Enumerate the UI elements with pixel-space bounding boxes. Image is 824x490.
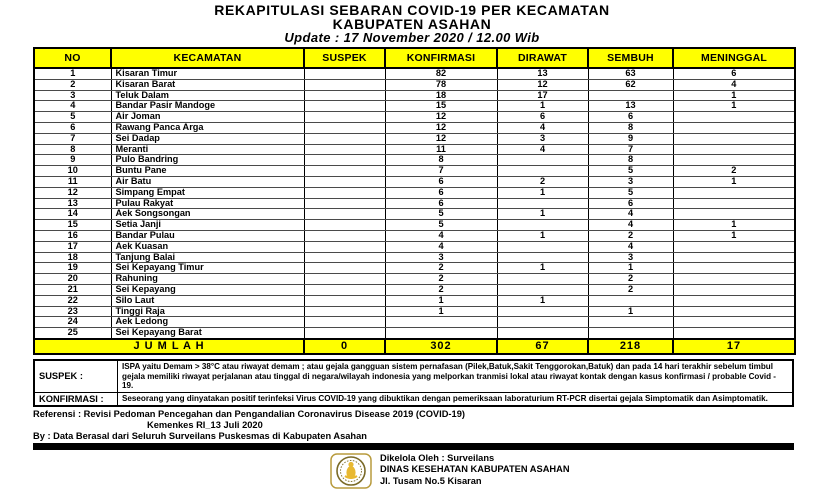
cell-no: 1 <box>34 68 111 79</box>
table-row <box>34 284 795 295</box>
cell-kecamatan: Aek Songsongan <box>111 209 304 220</box>
footer-block <box>330 453 824 490</box>
table-row <box>34 274 795 285</box>
cell-suspek <box>304 122 385 133</box>
cell-konfirmasi <box>385 317 497 328</box>
cell-kecamatan: Aek Kuasan <box>111 241 304 252</box>
cell-meninggal: 6 <box>673 68 795 79</box>
cell-suspek <box>304 79 385 90</box>
cell-no: 5 <box>34 112 111 123</box>
divider-bar <box>33 443 794 450</box>
cell-konfirmasi: 1 <box>385 306 497 317</box>
cell-meninggal <box>673 133 795 144</box>
cell-dirawat <box>497 155 588 166</box>
cell-meninggal <box>673 241 795 252</box>
cell-dirawat <box>497 166 588 177</box>
table-row <box>34 187 795 198</box>
table-row <box>34 295 795 306</box>
cell-sembuh: 62 <box>588 79 673 90</box>
cell-no: 23 <box>34 306 111 317</box>
cell-dirawat <box>497 317 588 328</box>
title-block <box>0 0 824 45</box>
table-row <box>34 230 795 241</box>
column-header-kecamatan: KECAMATAN <box>111 48 304 68</box>
cell-kecamatan: Rawang Panca Arga <box>111 122 304 133</box>
cell-dirawat: 12 <box>497 79 588 90</box>
column-header-no: NO <box>34 48 111 68</box>
cell-no: 10 <box>34 166 111 177</box>
cell-no: 25 <box>34 328 111 339</box>
cell-no: 13 <box>34 198 111 209</box>
cell-dirawat: 1 <box>497 209 588 220</box>
cell-konfirmasi: 82 <box>385 68 497 79</box>
table-row <box>34 68 795 79</box>
cell-kecamatan: Sei Kepayang Timur <box>111 263 304 274</box>
cell-suspek <box>304 263 385 274</box>
cell-kecamatan: Teluk Dalam <box>111 90 304 101</box>
reference-line2: Kemenkes RI_13 Juli 2020 <box>147 419 263 430</box>
cell-no: 16 <box>34 230 111 241</box>
cell-dirawat: 1 <box>497 187 588 198</box>
cell-suspek <box>304 252 385 263</box>
reference-block <box>33 409 824 431</box>
cell-no: 15 <box>34 220 111 231</box>
cell-suspek <box>304 166 385 177</box>
cell-dirawat <box>497 328 588 339</box>
cell-kecamatan: Sei Dadap <box>111 133 304 144</box>
cell-no: 12 <box>34 187 111 198</box>
cell-dirawat <box>497 284 588 295</box>
cell-meninggal: 1 <box>673 230 795 241</box>
cell-kecamatan: Pulau Rakyat <box>111 198 304 209</box>
cell-kecamatan: Sei Kepayang Barat <box>111 328 304 339</box>
cell-meninggal: 1 <box>673 220 795 231</box>
cell-kecamatan: Setia Janji <box>111 220 304 231</box>
cell-sembuh: 7 <box>588 144 673 155</box>
table-row <box>34 112 795 123</box>
cell-suspek <box>304 198 385 209</box>
cell-konfirmasi: 7 <box>385 166 497 177</box>
cell-konfirmasi: 12 <box>385 133 497 144</box>
cell-sembuh: 8 <box>588 155 673 166</box>
cell-sembuh: 3 <box>588 176 673 187</box>
cell-meninggal <box>673 144 795 155</box>
cell-dirawat <box>497 252 588 263</box>
cell-suspek <box>304 209 385 220</box>
column-header-konfirmasi: KONFIRMASI <box>385 48 497 68</box>
cell-sembuh: 3 <box>588 252 673 263</box>
cell-dirawat: 6 <box>497 112 588 123</box>
cell-meninggal <box>673 295 795 306</box>
cell-konfirmasi: 2 <box>385 263 497 274</box>
table-row <box>34 317 795 328</box>
cell-meninggal <box>673 155 795 166</box>
cell-dirawat <box>497 274 588 285</box>
cell-no: 2 <box>34 79 111 90</box>
cell-dirawat: 17 <box>497 90 588 101</box>
table-row <box>34 198 795 209</box>
cell-meninggal: 1 <box>673 101 795 112</box>
total-suspek: 0 <box>304 339 385 354</box>
cell-suspek <box>304 112 385 123</box>
cell-kecamatan: Kisaran Timur <box>111 68 304 79</box>
cell-sembuh: 1 <box>588 263 673 274</box>
cell-dirawat: 1 <box>497 263 588 274</box>
suspek-term: SUSPEK : <box>34 360 118 392</box>
cell-konfirmasi: 4 <box>385 241 497 252</box>
table-row <box>34 155 795 166</box>
cell-kecamatan: Meranti <box>111 144 304 155</box>
cell-suspek <box>304 176 385 187</box>
cell-konfirmasi: 78 <box>385 79 497 90</box>
report-title-line2: KABUPATEN ASAHAN <box>332 16 492 32</box>
cell-no: 19 <box>34 263 111 274</box>
health-office-logo-icon <box>330 453 372 490</box>
cell-dirawat: 13 <box>497 68 588 79</box>
cell-suspek <box>304 274 385 285</box>
footer-organization: DINAS KESEHATAN KABUPATEN ASAHAN <box>380 464 570 475</box>
cell-sembuh: 6 <box>588 112 673 123</box>
table-body <box>34 68 795 339</box>
cell-sembuh <box>588 90 673 101</box>
cell-dirawat: 4 <box>497 144 588 155</box>
cell-sembuh: 13 <box>588 101 673 112</box>
konfirmasi-definition-text: Seseorang yang dinyatakan positif terinfeksi Virus COVID-19 yang dibuktikan dengan pemeriksaan laboraturium RT-PCR disertai gejala Simptomatik dan Asimptomatik. <box>118 392 794 406</box>
cell-sembuh: 5 <box>588 187 673 198</box>
reference-line1 <box>33 409 824 420</box>
cell-konfirmasi: 3 <box>385 252 497 263</box>
reference-text: Revisi Pedoman Pencegahan dan Pengandalian Coronavirus Disease 2019 (COVID-19) <box>83 408 465 419</box>
column-header-suspek: SUSPEK <box>304 48 385 68</box>
cell-kecamatan: Aek Ledong <box>111 317 304 328</box>
cell-suspek <box>304 68 385 79</box>
cell-konfirmasi: 15 <box>385 101 497 112</box>
table-row <box>34 90 795 101</box>
cell-konfirmasi: 2 <box>385 274 497 285</box>
total-label: J U M L A H <box>34 339 304 354</box>
table-row <box>34 144 795 155</box>
cell-no: 9 <box>34 155 111 166</box>
cell-no: 4 <box>34 101 111 112</box>
definitions-box <box>33 359 794 407</box>
suspek-definition-row <box>34 360 793 392</box>
cell-suspek <box>304 295 385 306</box>
cell-suspek <box>304 306 385 317</box>
cell-sembuh: 9 <box>588 133 673 144</box>
cell-meninggal <box>673 274 795 285</box>
cell-meninggal <box>673 198 795 209</box>
footer-managed-by: Dikelola Oleh : Surveilans <box>380 452 495 463</box>
cell-sembuh: 63 <box>588 68 673 79</box>
table-row <box>34 79 795 90</box>
cell-sembuh: 5 <box>588 166 673 177</box>
cell-kecamatan: Simpang Empat <box>111 187 304 198</box>
column-header-dirawat: DIRAWAT <box>497 48 588 68</box>
cell-suspek <box>304 230 385 241</box>
table-row <box>34 122 795 133</box>
table-footer <box>34 339 795 354</box>
report-update-date: Update : 17 November 2020 / 12.00 Wib <box>284 30 540 45</box>
cell-dirawat: 3 <box>497 133 588 144</box>
cell-meninggal <box>673 252 795 263</box>
column-header-meninggal: MENINGGAL <box>673 48 795 68</box>
table-row <box>34 166 795 177</box>
cell-meninggal <box>673 209 795 220</box>
cell-meninggal <box>673 328 795 339</box>
cell-dirawat: 1 <box>497 101 588 112</box>
total-meninggal: 17 <box>673 339 795 354</box>
table-row <box>34 101 795 112</box>
footer-address: Jl. Tusam No.5 Kisaran <box>380 475 482 486</box>
total-sembuh: 218 <box>588 339 673 354</box>
cell-no: 11 <box>34 176 111 187</box>
cell-kecamatan: Bandar Pasir Mandoge <box>111 101 304 112</box>
cell-no: 21 <box>34 284 111 295</box>
cell-dirawat <box>497 241 588 252</box>
cell-suspek <box>304 155 385 166</box>
cell-sembuh <box>588 328 673 339</box>
cell-suspek <box>304 220 385 231</box>
cell-dirawat: 4 <box>497 122 588 133</box>
cell-no: 17 <box>34 241 111 252</box>
cell-meninggal <box>673 187 795 198</box>
table-row <box>34 220 795 231</box>
cell-meninggal: 4 <box>673 79 795 90</box>
cell-no: 18 <box>34 252 111 263</box>
cell-sembuh: 2 <box>588 284 673 295</box>
suspek-definition-text: ISPA yaitu Demam > 38°C atau riwayat demam ; atau gejala gangguan sistem pernafasan (Pilek,Batuk,Sakit Tenggorokan,Batuk) dan pada 14 hari terakhir sebelum timbul gejala memiliki riwayat perjalanan atau tinggal di negara/wilayah indonesia yang melporkan tranmisi lokal atau riwayat kontak dengan kasus konfirmasi / probable Covid - 19. <box>118 360 794 392</box>
cell-meninggal <box>673 112 795 123</box>
footer-text <box>380 453 570 488</box>
cell-no: 24 <box>34 317 111 328</box>
cell-meninggal <box>673 122 795 133</box>
cell-dirawat: 2 <box>497 176 588 187</box>
cell-kecamatan: Air Joman <box>111 112 304 123</box>
cell-konfirmasi: 12 <box>385 112 497 123</box>
konfirmasi-definition-row <box>34 392 793 406</box>
cell-suspek <box>304 187 385 198</box>
table-row <box>34 252 795 263</box>
cell-no: 3 <box>34 90 111 101</box>
cell-konfirmasi: 5 <box>385 209 497 220</box>
cell-suspek <box>304 241 385 252</box>
column-header-sembuh: SEMBUH <box>588 48 673 68</box>
data-source-line: By : Data Berasal dari Seluruh Surveilans Puskesmas di Kabupaten Asahan <box>33 430 367 441</box>
cell-konfirmasi: 6 <box>385 187 497 198</box>
cell-konfirmasi: 2 <box>385 284 497 295</box>
table-row <box>34 263 795 274</box>
cell-sembuh: 8 <box>588 122 673 133</box>
cell-dirawat <box>497 306 588 317</box>
cell-no: 7 <box>34 133 111 144</box>
cell-no: 14 <box>34 209 111 220</box>
cell-meninggal <box>673 306 795 317</box>
cell-no: 22 <box>34 295 111 306</box>
cell-meninggal <box>673 284 795 295</box>
cell-kecamatan: Air Batu <box>111 176 304 187</box>
cell-dirawat <box>497 220 588 231</box>
cell-meninggal <box>673 317 795 328</box>
table-row <box>34 306 795 317</box>
table-row <box>34 328 795 339</box>
cell-kecamatan: Kisaran Barat <box>111 79 304 90</box>
cell-sembuh: 2 <box>588 274 673 285</box>
cell-dirawat <box>497 198 588 209</box>
cell-dirawat: 1 <box>497 230 588 241</box>
cell-no: 20 <box>34 274 111 285</box>
cell-dirawat: 1 <box>497 295 588 306</box>
cell-suspek <box>304 284 385 295</box>
cell-kecamatan: Tanjung Balai <box>111 252 304 263</box>
cell-konfirmasi: 6 <box>385 198 497 209</box>
table-header <box>34 48 795 68</box>
cell-no: 6 <box>34 122 111 133</box>
cell-suspek <box>304 90 385 101</box>
cell-konfirmasi: 4 <box>385 230 497 241</box>
cell-suspek <box>304 101 385 112</box>
cell-konfirmasi: 12 <box>385 122 497 133</box>
header-row <box>34 48 795 68</box>
table-row <box>34 209 795 220</box>
cell-sembuh: 4 <box>588 209 673 220</box>
cell-konfirmasi: 6 <box>385 176 497 187</box>
cell-konfirmasi: 11 <box>385 144 497 155</box>
cell-no: 8 <box>34 144 111 155</box>
cell-konfirmasi: 18 <box>385 90 497 101</box>
report-title-line1: REKAPITULASI SEBARAN COVID-19 PER KECAMATAN <box>214 2 610 18</box>
cell-kecamatan: Tinggi Raja <box>111 306 304 317</box>
cell-kecamatan: Pulo Bandring <box>111 155 304 166</box>
cell-meninggal: 1 <box>673 90 795 101</box>
covid-recap-table <box>33 47 796 355</box>
cell-kecamatan: Sei Kepayang <box>111 284 304 295</box>
total-row <box>34 339 795 354</box>
reference-label: Referensi : <box>33 408 82 419</box>
cell-kecamatan: Rahuning <box>111 274 304 285</box>
cell-suspek <box>304 328 385 339</box>
cell-kecamatan: Bandar Pulau <box>111 230 304 241</box>
cell-sembuh <box>588 295 673 306</box>
cell-suspek <box>304 144 385 155</box>
cell-sembuh <box>588 317 673 328</box>
cell-konfirmasi: 5 <box>385 220 497 231</box>
cell-konfirmasi <box>385 328 497 339</box>
cell-sembuh: 1 <box>588 306 673 317</box>
cell-meninggal <box>673 263 795 274</box>
cell-meninggal: 1 <box>673 176 795 187</box>
cell-suspek <box>304 133 385 144</box>
cell-kecamatan: Silo Laut <box>111 295 304 306</box>
cell-konfirmasi: 8 <box>385 155 497 166</box>
cell-sembuh: 4 <box>588 220 673 231</box>
cell-suspek <box>304 317 385 328</box>
table-row <box>34 241 795 252</box>
total-dirawat: 67 <box>497 339 588 354</box>
table-row <box>34 133 795 144</box>
konfirmasi-term: KONFIRMASI : <box>34 392 118 406</box>
cell-sembuh: 2 <box>588 230 673 241</box>
cell-sembuh: 4 <box>588 241 673 252</box>
total-konfirmasi: 302 <box>385 339 497 354</box>
cell-meninggal: 2 <box>673 166 795 177</box>
cell-kecamatan: Buntu Pane <box>111 166 304 177</box>
cell-konfirmasi: 1 <box>385 295 497 306</box>
table-row <box>34 176 795 187</box>
cell-sembuh: 6 <box>588 198 673 209</box>
